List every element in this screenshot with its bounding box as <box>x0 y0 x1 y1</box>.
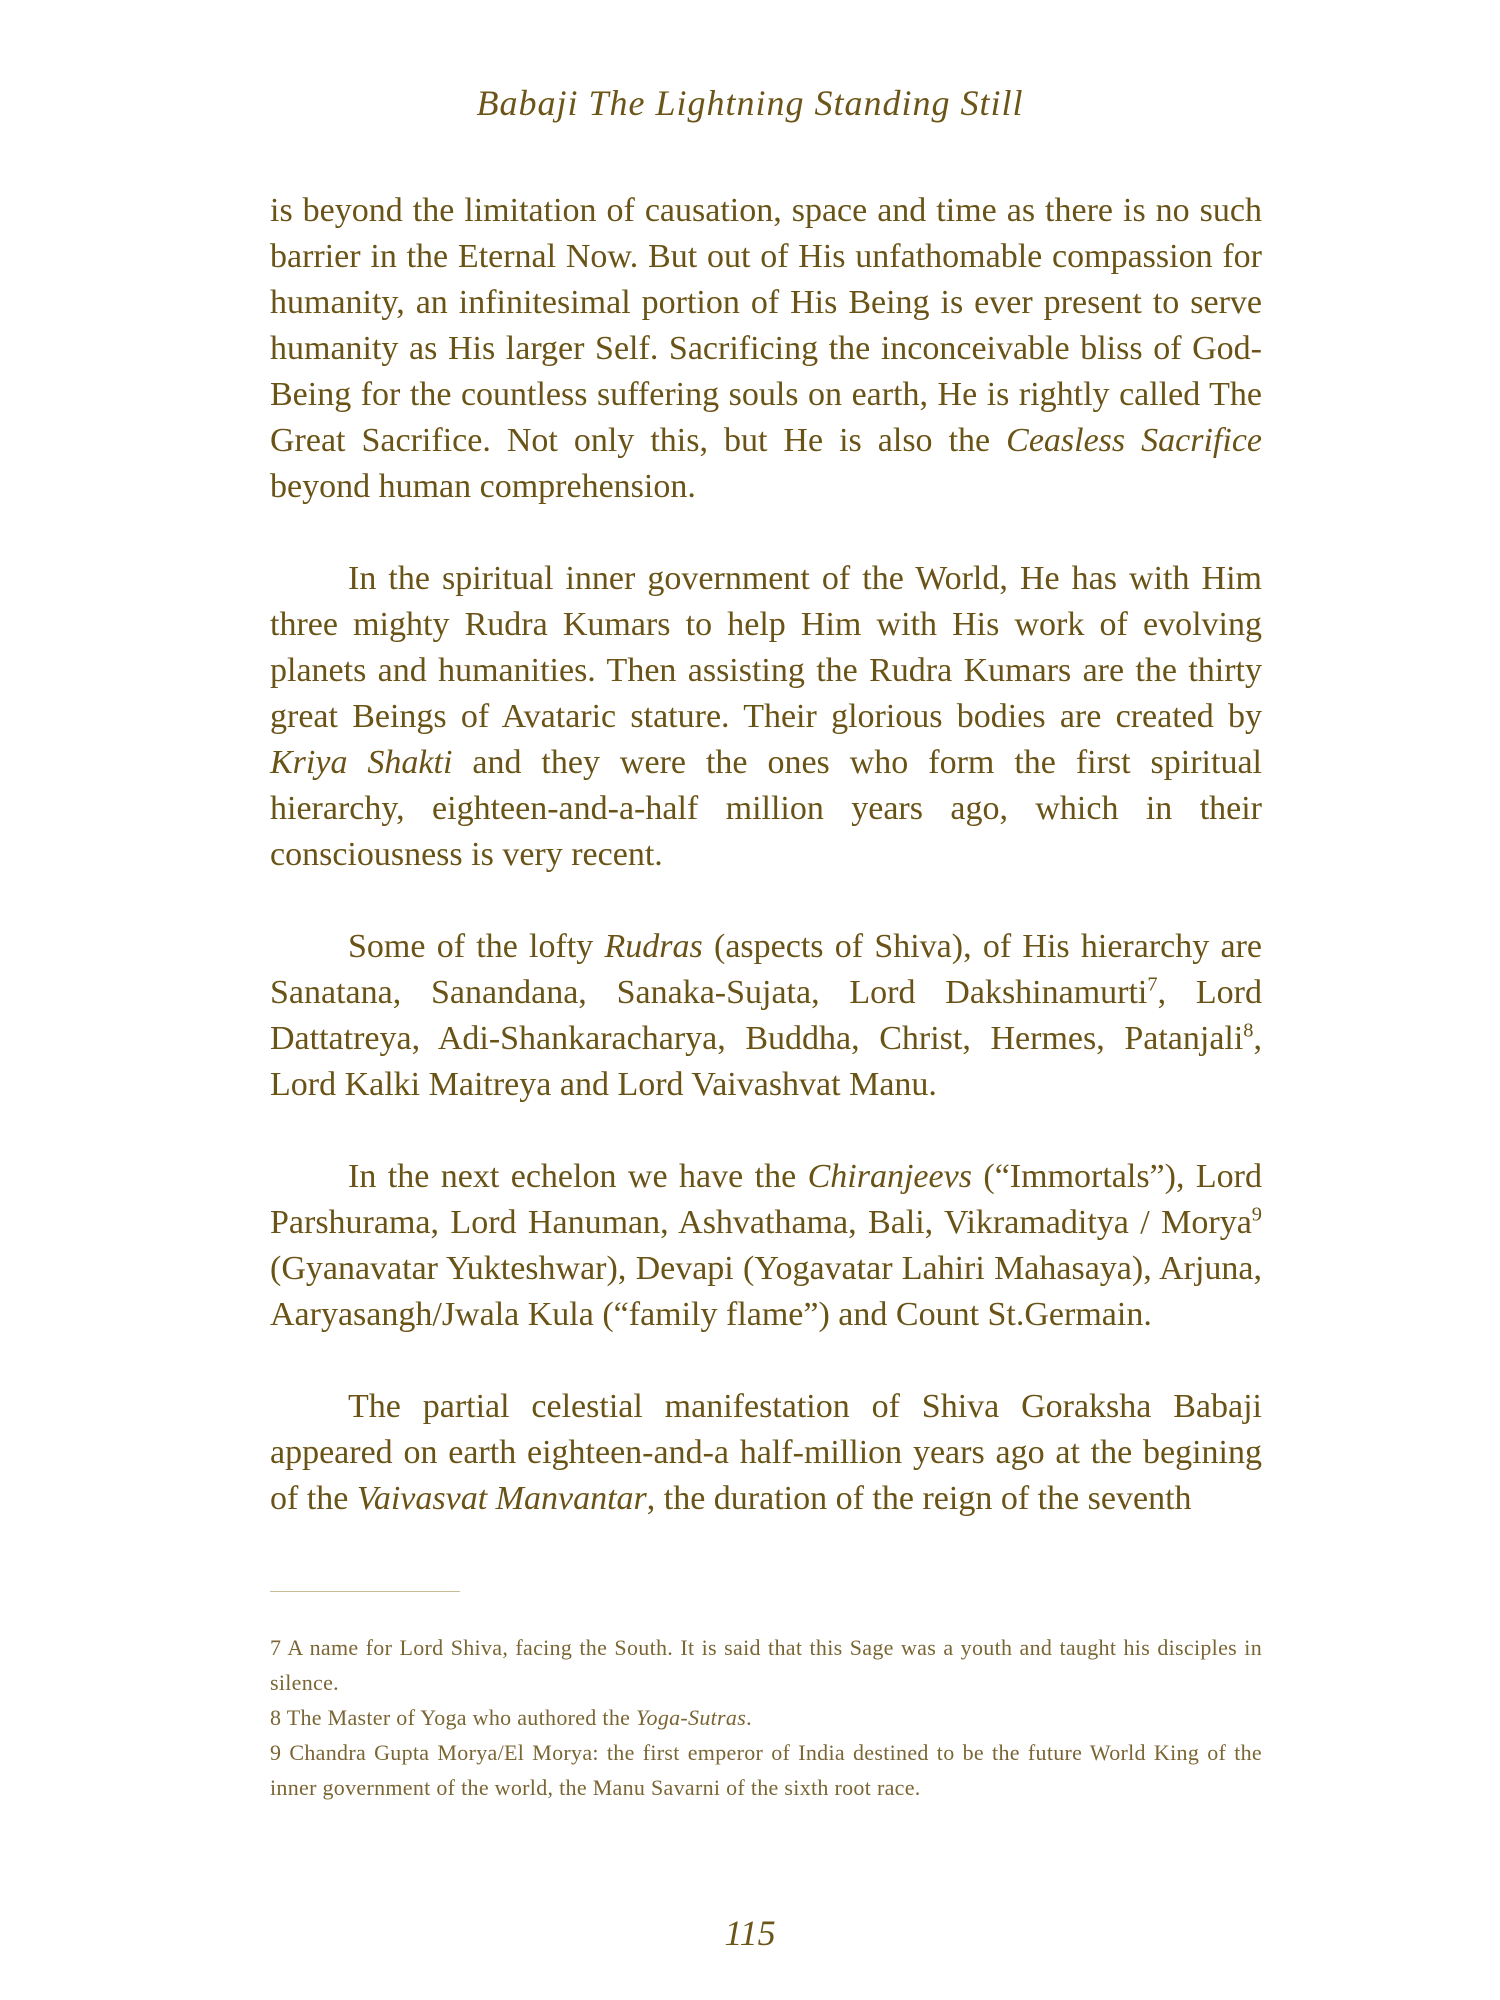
paragraph-4-text-a: In the next echelon we have the <box>348 1158 808 1195</box>
footnote-7: 7 A name for Lord Shiva, facing the South. It is said that this Sage was a youth and taught his disciples in silence. <box>270 1635 1262 1695</box>
paragraph-3-text-d: , Lord Kalki Maitreya and Lord Vaivashvat Manu. <box>270 1020 1262 1103</box>
page-number: 115 <box>724 1913 776 1953</box>
paragraph-3 <box>270 924 1262 1108</box>
paragraph-1 <box>270 188 1262 510</box>
paragraph-2-text-a: In the spiritual inner government of the World, He has with Him three mighty Rudra Kumars to help Him with His work of evolving planets and humanities. Then assisting the Rudra Kumars are the thirty great Beings of Avataric stature. Their glorious bodies are created by <box>270 560 1262 735</box>
footnote-8-text-b: . <box>746 1705 752 1730</box>
paragraph-4-text-c: (Gyanavatar Yukteshwar), Devapi (Yogavatar Lahiri Mahasaya), Arjuna, Aaryasangh/Jwala Kula (“family flame”) and Count St.Germain. <box>270 1250 1262 1333</box>
paragraph-2-italic-term: Kriya Shakti <box>270 744 453 781</box>
footnote-ref-8[interactable]: 8 <box>1243 1019 1254 1042</box>
footnote-9: 9 Chandra Gupta Morya/El Morya: the first emperor of India destined to be the future World King of the inner government of the world, the Manu Savarni of the sixth root race. <box>270 1740 1262 1800</box>
paragraph-1-italic-term: Ceasless Sacrifice <box>1006 422 1263 459</box>
paragraph-5 <box>270 1384 1262 1522</box>
footnote-ref-9[interactable]: 9 <box>1251 1203 1262 1226</box>
paragraph-2-text-b: and they were the ones who form the first spiritual hierarchy, eighteen-and-a-half million years ago, which in their consciousness is very recent. <box>270 744 1262 873</box>
paragraph-1-text-a: is beyond the limitation of causation, space and time as there is no such barrier in the Eternal Now. But out of His unfathomable compassion for humanity, an infinitesimal portion of His Being is ever present to serve humanity as His larger Self. Sacrificing the inconceivable bliss of God-Being for the countless suffering souls on earth, He is rightly called The Great Sacrifice. Not only this, but He is also the <box>270 192 1262 459</box>
paragraph-4 <box>270 1154 1262 1338</box>
paragraph-2 <box>270 556 1262 878</box>
paragraph-5-text-b: , the duration of the reign of the seventh <box>646 1480 1192 1517</box>
paragraph-3-italic-term: Rudras <box>604 928 703 965</box>
footnote-8-italic-term: Yoga-Sutras <box>636 1705 747 1730</box>
paragraph-3-text-a: Some of the lofty <box>348 928 605 965</box>
body-text <box>270 188 1262 1568</box>
running-head-title: Babaji The Lightning Standing Still <box>476 83 1024 123</box>
paragraph-4-italic-term: Chiranjeevs <box>807 1158 972 1195</box>
footnote-8-text-a: 8 The Master of Yoga who authored the <box>270 1705 636 1730</box>
footnote-8 <box>270 1700 1262 1735</box>
paragraph-5-text-a: The partial celestial manifestation of Shiva Goraksha Babaji appeared on earth eighteen-and-a half-million years ago at the begining of the <box>270 1388 1262 1517</box>
paragraph-4-text-b: (“Immortals”), Lord Parshurama, Lord Hanuman, Ashvathama, Bali, Vikramaditya / Morya <box>270 1158 1263 1241</box>
footnote-divider <box>270 1591 460 1592</box>
paragraph-3-text-b: (aspects of Shiva), of His hierarchy are Sanatana, Sanandana, Sanaka-Sujata, Lord Dakshinamurti <box>270 928 1262 1011</box>
paragraph-3-text-c: , Lord Dattatreya, Adi-Shankaracharya, Buddha, Christ, Hermes, Patanjali <box>270 974 1262 1057</box>
footnote-ref-7[interactable]: 7 <box>1147 973 1158 996</box>
footnotes <box>270 1630 1262 1805</box>
paragraph-1-text-b: beyond human comprehension. <box>270 468 696 505</box>
paragraph-5-italic-term: Vaivasvat Manvantar <box>356 1480 647 1517</box>
